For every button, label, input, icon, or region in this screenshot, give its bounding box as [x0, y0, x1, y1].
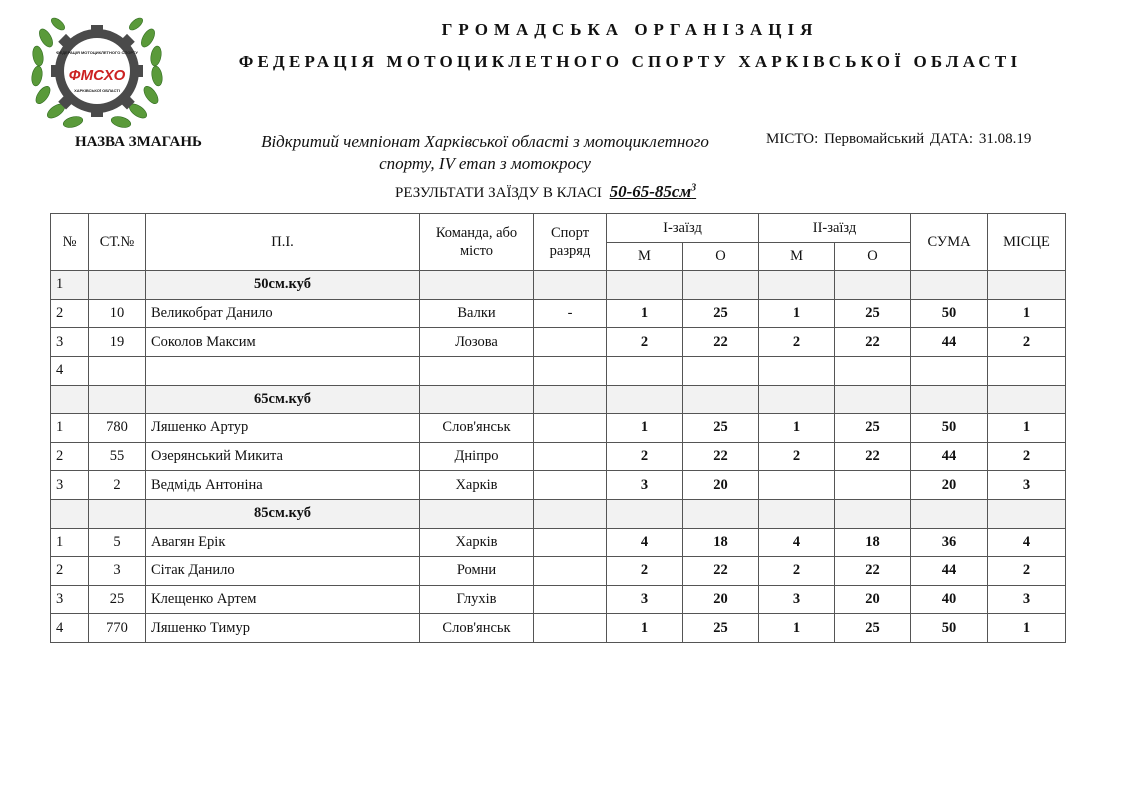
row-team: Лозова [420, 328, 534, 357]
row-team: Валки [420, 299, 534, 328]
empty-cell [683, 271, 759, 300]
row-no [51, 385, 89, 414]
class-group-row [51, 499, 1066, 528]
empty-cell [911, 271, 988, 300]
header-sum: СУМА [911, 214, 988, 271]
row-rank: - [534, 299, 607, 328]
header-start-no: СТ.№ [89, 214, 146, 271]
results-class [610, 182, 697, 201]
federation-title: ФЕДЕРАЦІЯ МОТОЦИКЛЕТНОГО СПОРТУ ХАРКІВСЬКОЇ ОБЛАСТІ [238, 52, 1022, 71]
row-rider-name: Авагян Ерік [146, 528, 420, 557]
header-rank: Спорт разряд [534, 214, 607, 271]
row-race1-m: 1 [607, 299, 683, 328]
row-race2-o [835, 471, 911, 500]
row-rider-name: Ведмідь Антоніна [146, 471, 420, 500]
row-race2-o: 25 [835, 614, 911, 643]
row-start-no [89, 356, 146, 385]
header-name: П.І. [146, 214, 420, 271]
empty-cell [534, 499, 607, 528]
row-race1-o: 22 [683, 442, 759, 471]
row-team: Дніпро [420, 442, 534, 471]
event-name-line2: спорту, IV етап з мотокросу [379, 154, 591, 173]
row-race2-m: 1 [759, 299, 835, 328]
row-no: 1 [51, 271, 89, 300]
header-place: МІСЦЕ [988, 214, 1066, 271]
row-race1-o: 25 [683, 299, 759, 328]
row-sum: 44 [911, 442, 988, 471]
row-race2-o: 18 [835, 528, 911, 557]
empty-cell [420, 499, 534, 528]
row-start-no: 3 [89, 557, 146, 586]
row-rider-name: Клещенко Артем [146, 585, 420, 614]
row-race2-m [759, 356, 835, 385]
row-race1-m: 3 [607, 471, 683, 500]
class-group-label: 85см.куб [146, 499, 420, 528]
row-race1-m: 2 [607, 328, 683, 357]
row-start-no [89, 271, 146, 300]
row-race2-o: 20 [835, 585, 911, 614]
row-sum: 44 [911, 557, 988, 586]
row-race2-m: 3 [759, 585, 835, 614]
table-row [51, 299, 1066, 328]
table-row [51, 356, 1066, 385]
svg-text:ФМСХО: ФМСХО [68, 67, 126, 84]
empty-cell [607, 271, 683, 300]
empty-cell [835, 385, 911, 414]
empty-cell [988, 271, 1066, 300]
row-no: 1 [51, 528, 89, 557]
event-name-line1: Відкритий чемпіонат Харківської області з мотоциклетного [261, 132, 709, 151]
federation-logo [28, 8, 166, 134]
row-rider-name: Великобрат Данило [146, 299, 420, 328]
empty-cell [420, 385, 534, 414]
empty-cell [911, 499, 988, 528]
results-class-value: 50-65-85см [609, 182, 692, 201]
organization-title: ГРОМАДСЬКА ОРГАНІЗАЦІЯ [441, 20, 819, 39]
empty-cell [683, 385, 759, 414]
event-name [230, 131, 740, 175]
header-team: Команда, або місто [420, 214, 534, 271]
row-sum: 44 [911, 328, 988, 357]
row-place: 1 [988, 414, 1066, 443]
row-start-no: 2 [89, 471, 146, 500]
table-row [51, 442, 1066, 471]
empty-cell [988, 385, 1066, 414]
row-rank [534, 585, 607, 614]
row-race2-m: 1 [759, 614, 835, 643]
empty-cell [607, 385, 683, 414]
row-race1-m: 1 [607, 614, 683, 643]
row-race1-o: 22 [683, 557, 759, 586]
table-row [51, 471, 1066, 500]
row-race1-o: 18 [683, 528, 759, 557]
class-group-row [51, 271, 1066, 300]
row-race2-m: 2 [759, 557, 835, 586]
header-race2-o: О [835, 242, 911, 271]
row-race1-o: 25 [683, 414, 759, 443]
row-race2-o: 25 [835, 414, 911, 443]
empty-cell [759, 499, 835, 528]
empty-cell [759, 271, 835, 300]
row-start-no: 55 [89, 442, 146, 471]
event-label: НАЗВА ЗМАГАНЬ [75, 134, 202, 150]
row-race1-m [607, 356, 683, 385]
row-team: Слов'янськ [420, 414, 534, 443]
row-race1-m: 3 [607, 585, 683, 614]
date-value: 31.08.19 [978, 131, 1032, 147]
results-class-sup: 3 [691, 182, 697, 194]
row-sum: 50 [911, 414, 988, 443]
row-sum: 36 [911, 528, 988, 557]
empty-cell [534, 271, 607, 300]
row-rider-name [146, 356, 420, 385]
row-start-no [89, 499, 146, 528]
header-race2-m: М [759, 242, 835, 271]
row-place: 2 [988, 442, 1066, 471]
empty-cell [988, 499, 1066, 528]
row-place: 3 [988, 471, 1066, 500]
row-no: 4 [51, 614, 89, 643]
row-place: 4 [988, 528, 1066, 557]
city-value: Первомайський [824, 131, 925, 147]
class-group-label: 65см.куб [146, 385, 420, 414]
row-team: Харків [420, 471, 534, 500]
row-rank [534, 442, 607, 471]
header-race2: ІІ-заїзд [759, 214, 911, 243]
row-start-no: 780 [89, 414, 146, 443]
empty-cell [534, 385, 607, 414]
row-rank [534, 356, 607, 385]
row-team: Глухів [420, 585, 534, 614]
row-race2-o: 22 [835, 328, 911, 357]
empty-cell [607, 499, 683, 528]
empty-cell [911, 385, 988, 414]
row-race2-m: 2 [759, 328, 835, 357]
row-rider-name: Ляшенко Артур [146, 414, 420, 443]
results-body [51, 271, 1066, 643]
row-no: 4 [51, 356, 89, 385]
row-race1-o: 22 [683, 328, 759, 357]
header-race1-o: О [683, 242, 759, 271]
class-group-label: 50см.куб [146, 271, 420, 300]
row-rank [534, 557, 607, 586]
row-race2-o: 22 [835, 442, 911, 471]
row-rank [534, 328, 607, 357]
row-race1-o: 20 [683, 585, 759, 614]
row-no [51, 499, 89, 528]
table-row [51, 614, 1066, 643]
row-race2-m: 2 [759, 442, 835, 471]
row-sum: 40 [911, 585, 988, 614]
row-race2-o: 22 [835, 557, 911, 586]
class-group-row [51, 385, 1066, 414]
row-start-no: 25 [89, 585, 146, 614]
row-no: 3 [51, 328, 89, 357]
row-place [988, 356, 1066, 385]
row-sum: 20 [911, 471, 988, 500]
row-start-no: 770 [89, 614, 146, 643]
row-place: 2 [988, 328, 1066, 357]
row-rank [534, 414, 607, 443]
empty-cell [683, 499, 759, 528]
row-race1-m: 2 [607, 557, 683, 586]
row-sum: 50 [911, 299, 988, 328]
row-rank [534, 471, 607, 500]
results-title [395, 182, 696, 202]
row-team: Слов'янськ [420, 614, 534, 643]
row-race1-m: 2 [607, 442, 683, 471]
header-race1-m: М [607, 242, 683, 271]
row-no: 2 [51, 557, 89, 586]
row-rider-name: Озерянський Микита [146, 442, 420, 471]
date-label: ДАТА: [929, 131, 974, 147]
empty-cell [759, 385, 835, 414]
row-place: 1 [988, 614, 1066, 643]
row-no: 1 [51, 414, 89, 443]
header-no: № [51, 214, 89, 271]
row-race2-o [835, 356, 911, 385]
row-race1-o: 20 [683, 471, 759, 500]
table-row [51, 585, 1066, 614]
row-race2-m: 4 [759, 528, 835, 557]
results-title-text: РЕЗУЛЬТАТИ ЗАЇЗДУ В КЛАСІ [395, 185, 602, 201]
row-sum: 50 [911, 614, 988, 643]
row-no: 2 [51, 299, 89, 328]
city-label: МІСТО: [766, 131, 819, 147]
svg-text:ФЕДЕРАЦІЯ МОТОЦИКЛЕТНОГО СПОРТ: ФЕДЕРАЦІЯ МОТОЦИКЛЕТНОГО СПОРТУ [56, 50, 138, 55]
row-place: 3 [988, 585, 1066, 614]
table-row [51, 328, 1066, 357]
row-rider-name: Ляшенко Тимур [146, 614, 420, 643]
row-race1-m: 4 [607, 528, 683, 557]
empty-cell [835, 499, 911, 528]
row-place: 2 [988, 557, 1066, 586]
row-no: 2 [51, 442, 89, 471]
row-no: 3 [51, 471, 89, 500]
table-row [51, 557, 1066, 586]
row-start-no: 5 [89, 528, 146, 557]
row-race1-o [683, 356, 759, 385]
table-row [51, 414, 1066, 443]
row-race2-m: 1 [759, 414, 835, 443]
row-team: Ромни [420, 557, 534, 586]
row-race1-o: 25 [683, 614, 759, 643]
row-place: 1 [988, 299, 1066, 328]
row-race2-o: 25 [835, 299, 911, 328]
row-sum [911, 356, 988, 385]
table-row [51, 528, 1066, 557]
row-start-no: 10 [89, 299, 146, 328]
header-race1: І-заїзд [607, 214, 759, 243]
row-rider-name: Соколов Максим [146, 328, 420, 357]
row-no: 3 [51, 585, 89, 614]
row-race2-m [759, 471, 835, 500]
results-table [50, 213, 1066, 643]
row-race1-m: 1 [607, 414, 683, 443]
row-rank [534, 528, 607, 557]
row-rank [534, 614, 607, 643]
row-team: Харків [420, 528, 534, 557]
empty-cell [835, 271, 911, 300]
svg-text:ХАРКІВСЬКОЇ ОБЛАСТІ: ХАРКІВСЬКОЇ ОБЛАСТІ [74, 88, 120, 93]
row-rider-name: Сітак Данило [146, 557, 420, 586]
empty-cell [420, 271, 534, 300]
city-date [766, 131, 1033, 148]
row-team [420, 356, 534, 385]
row-start-no: 19 [89, 328, 146, 357]
row-start-no [89, 385, 146, 414]
